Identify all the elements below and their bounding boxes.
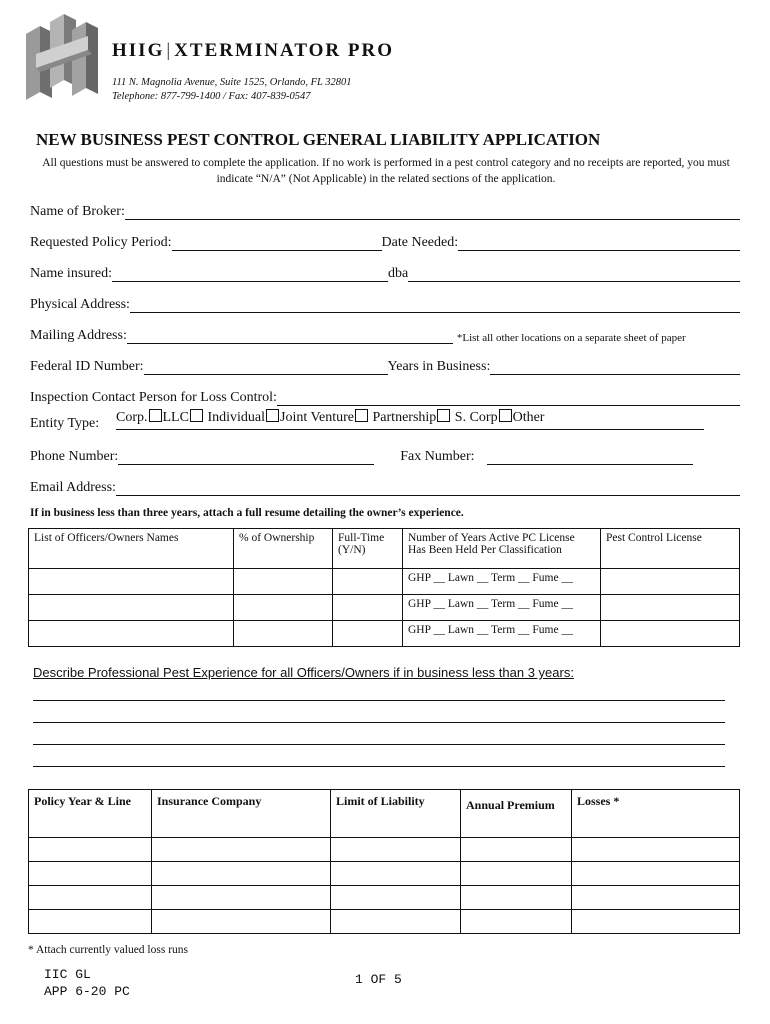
email-row [30,476,740,496]
name-insured-row [30,262,740,282]
entity-llc-checkbox[interactable] [190,409,203,422]
phone-label: Phone Number: [30,449,119,464]
federal-id-label: Federal ID Number: [30,359,144,374]
entity-other-label: Other [512,410,545,425]
loss-cell[interactable] [152,862,331,886]
physical-address-row [30,293,740,313]
fulltime-cell[interactable] [333,621,403,647]
loss-col-premium: Annual Premium [461,790,572,838]
loss-cell[interactable] [331,886,461,910]
officers-col-years: Number of Years Active PC License Has Been Held Per Classification [403,529,601,569]
loss-cell[interactable] [152,910,331,934]
table-row [29,621,740,647]
fax-field[interactable] [487,450,693,465]
inspection-contact-label: Inspection Contact Person for Loss Control: [30,390,277,405]
date-needed-field[interactable] [458,236,740,251]
officers-col-ownership: % of Ownership [234,529,333,569]
broker-label: Name of Broker: [30,204,125,219]
loss-cell[interactable] [29,838,152,862]
loss-col-limit: Limit of Liability [331,790,461,838]
loss-col-losses: Losses * [572,790,740,838]
entity-s-corp-checkbox[interactable] [499,409,512,422]
table-row [29,862,740,886]
inspection-contact-row [30,386,740,406]
loss-cell[interactable] [572,910,740,934]
inspection-contact-field[interactable] [277,391,740,406]
form-number: IIC GL APP 6-20 PC [44,967,130,999]
physical-address-label: Physical Address: [30,297,130,312]
attach-note: * Attach currently valued loss runs [28,944,189,956]
entity-partnership-label: Partnership [372,410,437,425]
brand-name: HIIG | XTERMINATOR PRO [112,40,395,61]
date-needed-label: Date Needed: [381,235,459,250]
license-cell[interactable] [601,595,740,621]
entity-corp-label: Corp. [116,410,148,425]
loss-header-row [29,790,740,838]
fulltime-cell[interactable] [333,569,403,595]
loss-cell[interactable] [572,886,740,910]
policy-period-row [30,231,740,251]
entity-individual-label: Individual [207,410,265,425]
license-cell[interactable] [601,569,740,595]
loss-cell[interactable] [331,910,461,934]
page-title: NEW BUSINESS PEST CONTROL GENERAL LIABILITY APPLICATION [36,130,601,149]
physical-address-field[interactable] [130,298,740,313]
loss-history-table [28,789,740,934]
loss-cell[interactable] [461,838,572,862]
loss-cell[interactable] [572,838,740,862]
describe-line[interactable] [33,722,725,723]
federal-id-row [30,355,740,375]
dba-label: dba [388,266,409,281]
entity-type-label: Entity Type: [30,416,100,431]
loss-cell[interactable] [29,862,152,886]
page-number: 1 OF 5 [355,972,402,987]
email-label: Email Address: [30,480,116,495]
ownership-cell[interactable] [234,621,333,647]
classification-cell[interactable]: GHP __ Lawn __ Term __ Fume __ [403,621,601,647]
broker-row [30,200,740,220]
phone-fax-row [30,445,740,465]
years-business-field[interactable] [490,360,740,375]
loss-col-insurance-company: Insurance Company [152,790,331,838]
fax-label: Fax Number: [400,449,475,464]
table-row [29,838,740,862]
describe-line[interactable] [33,700,725,701]
officers-col-names: List of Officers/Owners Names [29,529,234,569]
entity-individual-checkbox[interactable] [266,409,279,422]
entity-joint-venture-label: Joint Venture [280,410,355,425]
ownership-cell[interactable] [234,595,333,621]
mailing-address-row [30,324,740,344]
loss-cell[interactable] [29,910,152,934]
table-row [29,910,740,934]
name-insured-field[interactable] [112,267,388,282]
entity-joint-venture-checkbox[interactable] [355,409,368,422]
broker-field[interactable] [125,205,740,220]
mailing-note: *List all other locations on a separate sheet of paper [456,332,686,344]
license-cell[interactable] [601,621,740,647]
describe-line[interactable] [33,766,725,767]
years-business-label: Years in Business: [387,359,491,374]
loss-cell[interactable] [461,862,572,886]
officers-table [28,528,740,647]
resume-note: If in business less than three years, attach a full resume detailing the owner’s experience. [30,507,464,519]
officer-name-cell[interactable] [29,621,234,647]
company-logo [22,14,106,100]
loss-cell[interactable] [152,886,331,910]
mailing-address-label: Mailing Address: [30,328,127,343]
classification-cell[interactable]: GHP __ Lawn __ Term __ Fume __ [403,569,601,595]
ownership-cell[interactable] [234,569,333,595]
policy-period-field[interactable] [172,236,382,251]
entity-partnership-checkbox[interactable] [437,409,450,422]
email-field[interactable] [116,481,740,496]
officers-header-row [29,529,740,569]
table-row [29,595,740,621]
loss-cell[interactable] [461,886,572,910]
officers-col-license: Pest Control License [601,529,740,569]
classification-cell[interactable]: GHP __ Lawn __ Term __ Fume __ [403,595,601,621]
entity-type-options [116,409,704,430]
policy-period-label: Requested Policy Period: [30,235,172,250]
intro-text: All questions must be answered to complete the application. If no work is performed in a pest control category and no receipts are reported, you must indicate “N/A” (Not Applicable) in the related sections of the application. [42,157,730,185]
loss-cell[interactable] [331,838,461,862]
dba-field[interactable] [408,267,740,282]
describe-line[interactable] [33,744,725,745]
mailing-address-field[interactable] [127,329,453,344]
describe-heading: Describe Professional Pest Experience for all Officers/Owners if in business less than 3 years: [33,665,574,680]
officer-name-cell[interactable] [29,569,234,595]
table-row [29,569,740,595]
company-address: 111 N. Magnolia Avenue, Suite 1525, Orlando, FL 32801 Telephone: 877-799-1400 / Fax: 407-839-0547 [112,77,352,102]
phone-field[interactable] [118,450,374,465]
officer-name-cell[interactable] [29,595,234,621]
loss-cell[interactable] [331,862,461,886]
loss-cell[interactable] [29,886,152,910]
loss-col-policy-year: Policy Year & Line [29,790,152,838]
federal-id-field[interactable] [144,360,388,375]
loss-cell[interactable] [461,910,572,934]
name-insured-label: Name insured: [30,266,113,281]
table-row [29,886,740,910]
entity-corp-checkbox[interactable] [149,409,162,422]
officers-col-fulltime: Full-Time (Y/N) [333,529,403,569]
entity-llc-label: LLC [162,410,189,425]
loss-cell[interactable] [572,862,740,886]
fulltime-cell[interactable] [333,595,403,621]
entity-s-corp-label: S. Corp [454,410,498,425]
loss-cell[interactable] [152,838,331,862]
